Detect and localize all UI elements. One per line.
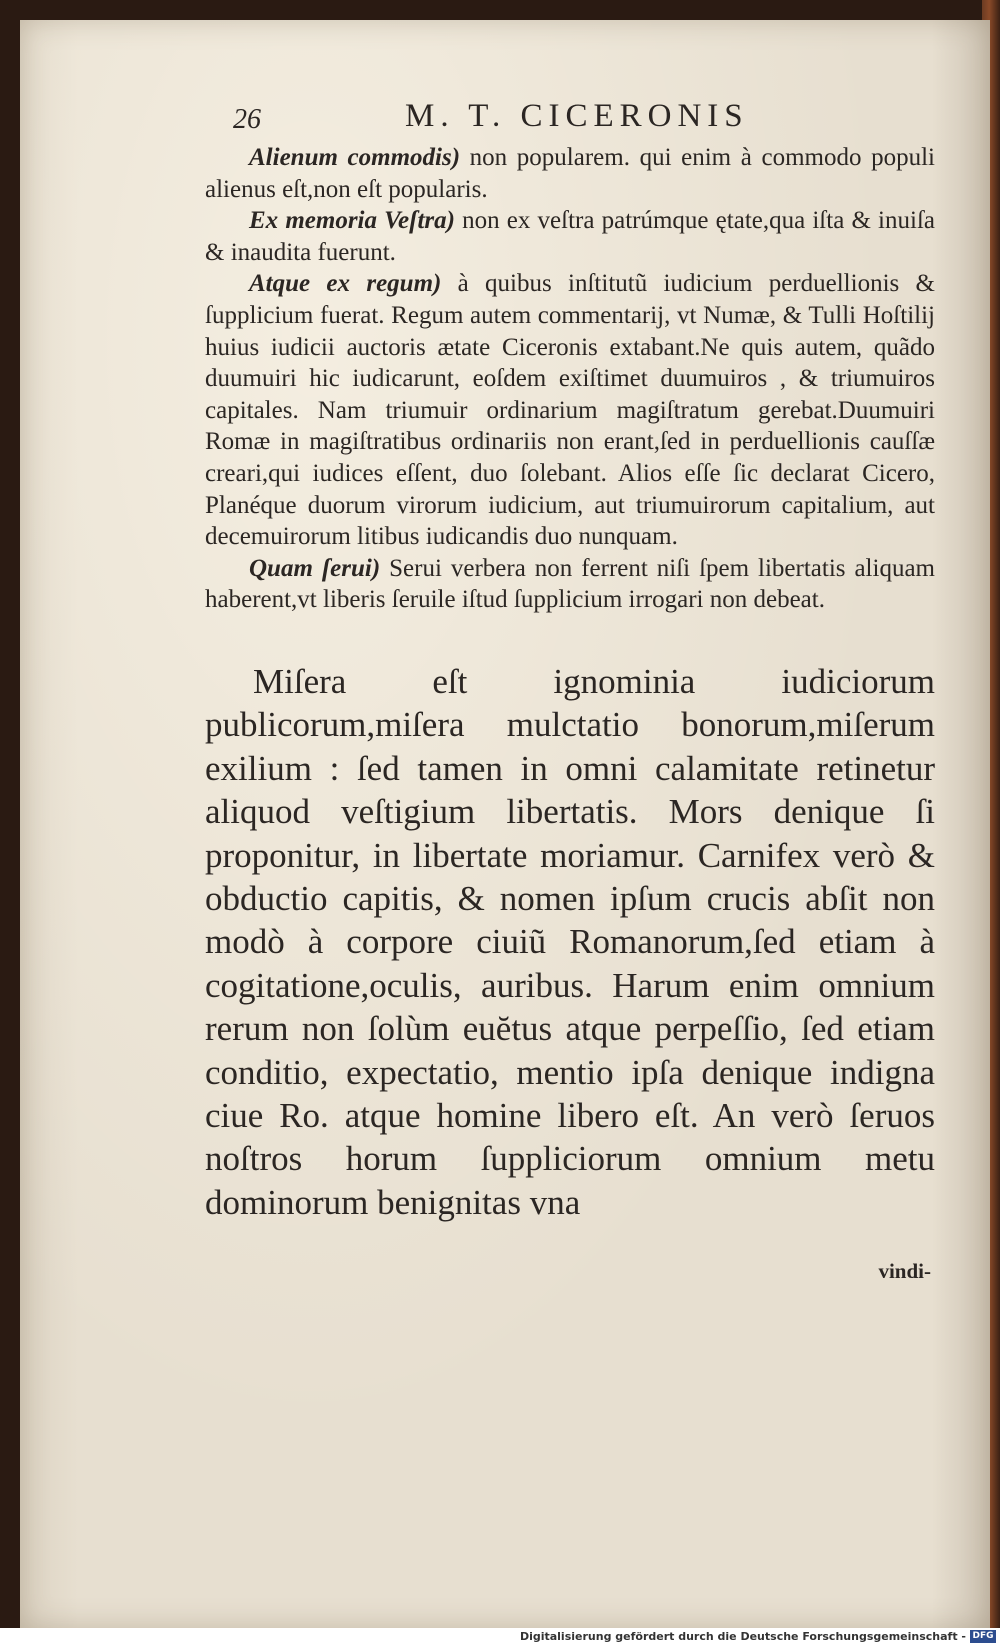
note-text: non popularem. qui enim à commodo populi alienus eſt,non eſt popularis. <box>205 144 935 203</box>
catchword: vindi- <box>878 1259 931 1284</box>
dfg-logo: DFG <box>970 1630 996 1643</box>
funding-credit: Digitalisierung gefördert durch die Deutsche Forschungsgemeinschaft - <box>519 1630 966 1643</box>
page-number: 26 <box>233 104 261 135</box>
footer-bar <box>0 1628 1000 1645</box>
note-text: à quibus inſtitutũ iudicium perduellionis & ſupplicium fuerat. Regum autem commentarij, vt Numæ, & Tulli Hoſtilij huius iudicii auctoris ætate Ciceronis extabant.Ne quis autem, quãdo duumuiri hic iudicarunt, eoſdem exiſtimet duumuiros , & triumuiros capitales. Nam triumuir ordinarium magiſtratum gerebat.Duumuiri Romæ in magiſtratibus ordinariis non erant,ſed in perduellionis cauſſæ creari,qui iudices eſſent, duo ſolebant. Alios eſſe ſic declarat Cicero, Planéque duorum virorum iudicium, aut triumuirorum capitalium, aut decemuirorum litibus iudicandis duo nunquam. <box>205 270 935 551</box>
main-text: Miſera eſt ignominia iudiciorum publicorum,miſera mulctatio bonorum,miſerum exilium : ſed tamen in omni calamitate retinetur aliquod veſtigium libertatis. Mors denique ſi proponitur, in libertate moriamur. Carnifex verò & obductio capitis, & nomen ipſum crucis abſit non modò à corpore ciuiũ Romanorum,ſed etiam à cogitatione,oculis, auribus. Harum enim omnium rerum non ſolùm euĕtus atque perpeſſio, ſed etiam conditio, expectatio, mentio ipſa denique indigna ciue Ro. atque homine libero eſt. An verò ſeruos noſtros horum ſuppliciorum omnium metu dominorum benignitas vna <box>205 661 935 1222</box>
note-3 <box>205 268 935 552</box>
note-text: non ex veſtra patrúmque ętate,qua iſta & inuiſa & inaudita fuerunt. <box>205 207 935 266</box>
note-1 <box>205 142 935 205</box>
note-4 <box>205 553 935 616</box>
running-head <box>205 80 935 136</box>
book-page <box>20 20 990 1628</box>
commentary-notes <box>205 142 935 616</box>
note-2 <box>205 205 935 268</box>
note-lemma: Alienum commodis) <box>249 144 461 171</box>
note-lemma: Quam ſerui) <box>249 554 381 582</box>
running-title: M. T. CICERONIS <box>405 98 749 134</box>
page-content <box>205 80 935 1284</box>
note-text: Serui verbera non ferrent niſi ſpem libertatis aliquam haberent,vt liberis ſeruile iſtud ſupplicium irrogari non debeat. <box>205 554 935 614</box>
note-lemma: Atque ex regum) <box>249 270 442 298</box>
note-lemma: Ex memoria Veſtra) <box>249 207 455 235</box>
